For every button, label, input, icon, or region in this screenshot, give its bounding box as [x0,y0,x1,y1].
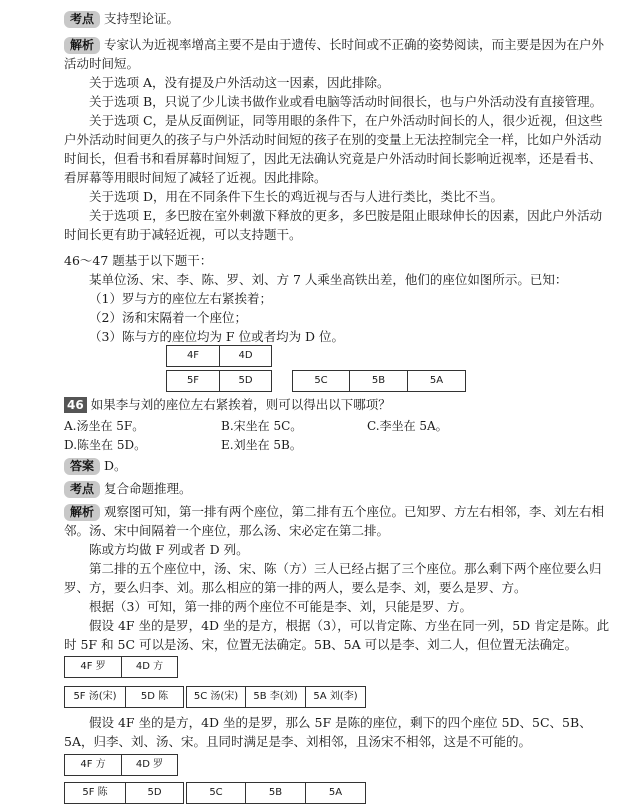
kaodian-line-1 [64,9,612,28]
seat-diagram-3-row2-right [186,782,366,804]
option-e[interactable]: E.刘坐在 5B。 [221,438,302,452]
jiexi-paragraph-2 [64,502,612,540]
seat-4f: 4F [186,350,200,361]
reasoning-5: 假设 4F 坐的是方，4D 坐的是罗，那么 5F 是陈的座位，剩下的四个座位 5D、5C、5B、5A，归李、刘、汤、宋。且同时满足是李、刘相邻，且汤宋不相邻，这是不可能的。 [64,715,592,749]
seat2-4d: 4D 方 [121,657,177,677]
option-a[interactable]: A.汤坐在 5F。 [64,419,145,433]
seat-5b: 5B [349,371,407,391]
seat2-5c: 5C 汤(宋) [193,691,239,702]
option-b[interactable]: B.宋坐在 5C。 [221,419,303,433]
seat-diagram-1-row2-right [292,370,466,392]
seat-diagram-1-row2-left [166,370,272,392]
seat2-5d: 5D 陈 [125,687,183,707]
question-number: 46 [64,397,87,413]
jiexi-paragraph-1 [64,35,612,73]
options-row-1 [64,417,612,434]
option-c[interactable]: C.李坐在 5A。 [367,419,448,433]
jiexi-text: 专家认为近视率增高主要不是由于遗传、长时间或不正确的姿势阅读，而主要是因为在户外活动时间短。 [64,37,605,71]
condition-3: （3）陈与方的座位均为 F 位或者均为 D 位。 [89,329,345,344]
option-e-analysis: 关于选项 E，多巴胺在室外刺激下释放的更多，多巴胺是阻止眼球伸长的因素，因此户外活动时间长更有助于减轻近视，可以支持题干。 [64,208,603,242]
jiexi-text-2: 观察图可知，第一排有两个座位，第二排有五个座位。已知罗、方左右相邻，李、刘左右相邻。汤、宋中间隔着一个座位，那么汤、宋必定在第二排。 [64,504,605,538]
option-d-analysis: 关于选项 D，用在不同条件下生长的鸡近视与否与人进行类比，类比不当。 [89,189,503,204]
seat2-5b: 5B 李(刘) [245,687,305,707]
seat-5a: 5A [407,371,465,391]
kaodian-line-2 [64,479,612,498]
answer-line [64,456,612,475]
seat-5d: 5D [219,371,271,391]
question-intro: 46～47 题基于以下题干： [64,253,213,268]
reasoning-4: 假设 4F 坐的是罗，4D 坐的是方，根据（3），可以肯定陈、方坐在同一列，5D 肯定是陈。此时 5F 和 5C 可以是汤、宋，位置无法确定。5B、5A 可以是李、刘二人，但位置无法确定。 [64,618,610,652]
condition-2: （2）汤和宋隔着一个座位； [89,310,247,325]
kaodian-text: 支持型论证。 [104,11,180,26]
seat2-5f: 5F 汤(宋) [73,691,117,702]
condition-1: （1）罗与方的座位左右紧挨着； [89,291,272,306]
option-c-analysis: 关于选项 C，是从反面例证，同等用眼的条件下，在户外活动时间长的人，很少近视，但这些户外活动时间更久的孩子与户外活动时间短的孩子在别的变量上无法控制完全一样，比如户外活动时间长，但看书和看屏幕时间短了，因此无法确认究竟是户外活动时间长影响近视率，还是看书、看屏幕等用眼时间短了减轻了近视。因此排除。 [64,113,603,185]
seat-4d: 4D [219,346,271,366]
seat-diagram-1-row1 [166,345,272,367]
kaodian-text-2: 复合命题推理。 [104,481,192,496]
seat-diagram-2-row2-right [186,686,366,708]
seat-diagram-3-row2-left [64,782,184,804]
question-46 [64,395,612,414]
question-stem: 某单位汤、宋、李、陈、罗、刘、方 7 人乘坐高铁出差，他们的座位如图所示。已知： [89,272,568,287]
jiexi-tag: 解析 [64,37,100,54]
seat3-5a: 5A [305,783,365,803]
seat3-5b: 5B [245,783,305,803]
seat-diagram-2-row1 [64,656,178,678]
question-46-text: 如果李与刘的座位左右紧挨着，则可以得出以下哪项？ [90,397,391,412]
reasoning-1: 陈或方均做 F 列或者 D 列。 [89,542,249,557]
seat2-4f: 4F 罗 [80,661,106,672]
seat-5f: 5F [186,375,200,386]
seat3-5f: 5F 陈 [82,787,108,798]
seat3-5c: 5C [209,787,223,798]
reasoning-2: 第二排的五个座位中，汤、宋、陈（方）三人已经占据了三个座位。那么剩下两个座位要么归罗、方，要么归李、刘。那么相应的第一排的两人，要么是李、刘，要么是罗、方。 [64,561,602,595]
seat2-5a: 5A 刘(李) [305,687,365,707]
seat-5c: 5C [314,375,328,386]
seat3-4f: 4F 方 [80,759,106,770]
option-a-analysis: 关于选项 A，没有提及户外活动这一因素，因此排除。 [89,75,390,90]
seat-diagram-3-row1 [64,754,178,776]
answer-tag: 答案 [64,458,100,475]
reasoning-3: 根据（3）可知，第一排的两个座位不可能是李、刘，只能是罗、方。 [89,599,472,614]
kaodian-tag-2: 考点 [64,481,100,498]
options-row-2 [64,436,612,453]
option-b-analysis: 关于选项 B，只说了少儿读书做作业或看电脑等活动时间很长，也与户外活动没有直接管理。 [89,94,603,109]
seat3-4d: 4D 罗 [121,755,177,775]
jiexi-tag-2: 解析 [64,504,100,521]
option-d[interactable]: D.陈坐在 5D。 [64,438,147,452]
answer-text: D。 [104,458,127,473]
kaodian-tag: 考点 [64,11,100,28]
seat3-5d: 5D [125,783,183,803]
seat-diagram-2-row2-left [64,686,184,708]
